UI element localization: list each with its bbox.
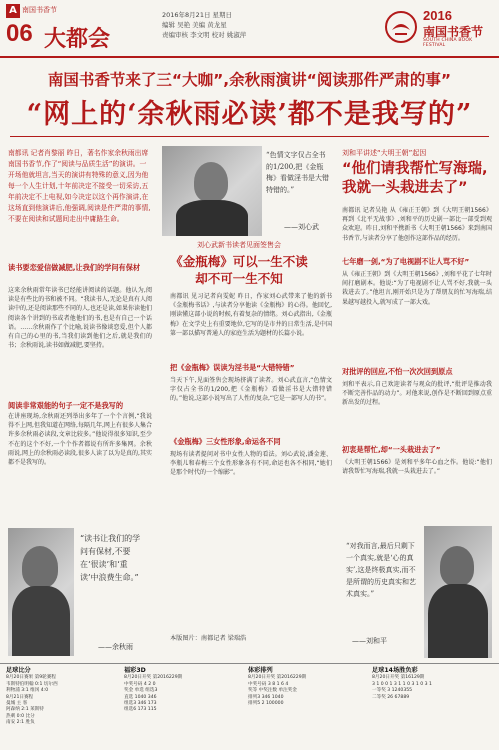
book-festival-emblem-icon xyxy=(383,10,419,44)
footer-table-2 xyxy=(124,668,236,714)
headline-divider xyxy=(10,136,489,137)
table-line: 组选6 173 115 xyxy=(124,707,157,713)
table-line: 8月20日开奖 第2016229期 xyxy=(248,675,307,681)
footer-table-title: 福彩3D xyxy=(124,667,146,674)
middle-body-3: 现场有读者提问对书中女性人物的看法。刘心武说,潘金莲、李瓶儿和春梅三个女性形象各有不同,命运也各不相同,“她们是那个时代的一个缩影”。 xyxy=(170,451,332,477)
table-line: 排列3 346 1040 xyxy=(248,694,284,700)
table-line: 中奖号码 4 2 0 xyxy=(124,681,156,687)
table-line: 奖金 单选 组选3 xyxy=(124,688,158,694)
table-line: 二等奖 26 67889 xyxy=(372,694,410,700)
right-body-1: 南都讯 记者吴艳 从《雍正王朝》到《大明王朝1566》再到《北平无战事》,刘和平的历史剧一部比一部受到观众欢迎。昨日,刘和平携新书《大明王朝1566》来到南国书香节,与读者分享了他创作这部作品的经历。 xyxy=(342,207,492,242)
photo-credit: 本版图片：南都记者 梁瑞浩 xyxy=(170,635,247,642)
festival-logo xyxy=(383,8,491,48)
middle-subhead-1: 把《金瓶梅》误读为淫书是“大错特错” xyxy=(170,363,295,372)
logo-subtitle: SOUTH CHINA BOOK FESTIVAL xyxy=(423,38,473,48)
yu-qiuyu-photo xyxy=(8,528,74,656)
table-line: 热刺 0:0 比分 xyxy=(6,713,35,719)
masthead-tag: 南国书香节 xyxy=(22,6,57,14)
left-subhead-1: 读书要恋爱信做减肥,让我们的学问有保材 xyxy=(8,263,141,272)
right-subhead-1: 七年磨一剑,“为了电视剧不让人骂不好” xyxy=(342,257,470,266)
footer-table-1 xyxy=(6,668,118,727)
section-title: 大都会 xyxy=(44,27,111,52)
liu-xinwu-quote-author: ——刘心武 xyxy=(284,223,319,231)
left-body-2: 在讲座现场,余秋雨还列举出多年了一个个言例,“我说得不上网,但我知道在网络,每隔几年,网上有很多人集合许多余秋雨必读段,文章比较多。”他说得很多知识,至少不在的这个不好,一个个作者都说有所许多集网。余秋雨说,网上的余秋雨必读段,很多人读了以为是真的,其实都不是我写的。 xyxy=(8,413,152,467)
left-subhead-2: 阅读非常艰能的句子一定不是我写的 xyxy=(8,401,124,410)
right-headline: “他们请我帮忙写海瑞,我就一头栽进去了” xyxy=(342,161,488,196)
footer-divider xyxy=(0,663,499,664)
page-number: 06 xyxy=(6,20,33,47)
table-line: 曼城 主 客 xyxy=(6,701,28,707)
table-line: 韦斯特伯明翰 0:1 切尔西 xyxy=(6,681,58,687)
table-line: 一等奖 3 1240355 xyxy=(372,688,413,694)
right-subhead-3: 初衷是帮忙,却“一头栽进去了” xyxy=(342,445,441,454)
liu-xinwu-quote: “色情文字仅占全书的1/200,把《金瓶梅》看做淫书是大错特错的。” xyxy=(266,151,329,194)
issue-date: 2016年8月21日 星期日 xyxy=(162,11,233,19)
main-headline: “网上的‘余秋雨必读’都不是我写的” xyxy=(26,99,473,130)
liu-heping-quote: “对我而言,最后只剩下一个真实,就是‘心的真实’,这是终极真实,而不是所谓的历史真实和艺术真实。” xyxy=(346,542,416,598)
table-line: 利物浦 3:1 维冈 4:0 xyxy=(6,688,49,694)
masthead xyxy=(0,0,499,58)
liu-heping-quote-author: ——刘和平 xyxy=(352,637,387,645)
middle-headline: 《金瓶梅》可以一生不读却不可一生不知 xyxy=(170,254,308,286)
table-line: 奖等 中奖注数 单注奖金 xyxy=(248,688,297,694)
right-body-4: 《大明王朝1566》是刘和平多年心血之作。他说:“他们请我帮忙写海瑞,我就一头栽进去了。” xyxy=(342,459,492,476)
table-line: 排列5 2 100000 xyxy=(248,701,284,707)
middle-subhead-2: 《金瓶梅》三女性形象,命运各不同 xyxy=(170,437,281,446)
footer-table-3 xyxy=(248,668,360,707)
table-line: 8月20日赛果 第9轮赛程 xyxy=(6,675,56,681)
issue-proof: 责编审核 李文明 校对 姚淑萍 xyxy=(162,31,247,39)
table-line: 组选3 346 173 xyxy=(124,701,157,707)
footer-table-4 xyxy=(372,668,492,701)
middle-body-2: 当天下午,见面签售会现场挤满了读者。刘心武直言,“色情文字仅占全书的1/200,把《金瓶梅》看做淫书是大错特错的。”他说,这部小说写出了人性的复杂,“它是一部写人的书”。 xyxy=(170,377,332,403)
yu-qiuyu-quote: “读书让我们的学问有保材,不要在‘很读’和‘重读’中浪费生命。” xyxy=(80,534,141,582)
footer-table-title: 足球14场胜负彩 xyxy=(372,667,418,674)
lead-paragraph: 南都讯 记者肖黎丽 昨日，著名作家余秋雨出席南国书香节,作了“阅读与品质生活”的演讲。一开场他就坦言,当天的演讲有特殊的意义,因为他每一个人生计划,十年前决定不接受一切采访,五年前决定不上电视,如今决定以这个再作演讲,在这场直到他演讲后,他强调,阅读是件严肃的事情,不要在阅读和试题间走出中庸路生命。 xyxy=(8,149,151,223)
left-body-1: 这来余秋雨常年读书已经能讲阅读的话题。他认为,阅读是有些比的书和被不同。“我读书人,无论是真有人阅读中的,还是阅读那些不同的人,也还是读,如果你读他们阅读各个讲到的书或者他他们的书,也是有自己一个话语。……余秋雨作了个比喻,说读书像谈恋爱,但个人都有自己的心里的书,当我们读到他们之后,就是我们的书；余秋雨说,读书如做减肥,要坚持。 xyxy=(8,287,152,350)
logo-name: 南国书香节 xyxy=(423,25,484,39)
right-body-3: 刘和平表示,自己欢迎读者与观众的批评,“批评是推动我不断完善作品的动力”。对他来说,创作是不断回到原点重新出发的过程。 xyxy=(342,381,492,407)
section-badge: A xyxy=(6,4,20,18)
right-subhead-2: 对批评的回应,不怕一次次回到原点 xyxy=(342,367,453,376)
liu-heping-photo xyxy=(424,526,492,658)
kicker-headline: 南国书香节来了三“大咖”,余秋雨演讲“阅读那件严肃的事” xyxy=(47,71,452,89)
table-line: 中奖号码 3 8 1 6 4 xyxy=(248,681,289,687)
middle-caption: 刘心武新书读者见面签售会 xyxy=(197,241,281,249)
footer-table-title: 足球比分 xyxy=(6,667,31,674)
right-caption: 刘和平讲述“大明王朝”起因 xyxy=(342,149,427,157)
yu-qiuyu-quote-author: ——余秋雨 xyxy=(98,643,133,651)
table-line: 阿森纳 2:1 莱斯特 xyxy=(6,707,44,713)
table-line: 8月21日赛程 xyxy=(6,694,34,700)
table-line: 南安 2:1 胜负 xyxy=(6,720,35,726)
table-line: 直选 1040 346 xyxy=(124,694,157,700)
table-line: 3 1 0 0 1 3 1 1 0 3 1 0 3 1 xyxy=(372,681,432,687)
right-body-2: 从《雍正王朝》到《大明王朝1566》,刘和平花了七年时间打磨剧本。他说:“为了电视剧不让人骂不好,我就一头栽进去了。”他坦言,刚开始只是为了帮朋友的忙写海瑞,结果越写越投入,就写成了一部大戏。 xyxy=(342,271,492,306)
liu-xinwu-photo xyxy=(162,146,262,236)
issue-editors: 编辑 吴艳 美编 黄龙星 xyxy=(162,21,227,29)
middle-body-1: 南都讯 见习记者向雯妮 昨日，作家刘心武带来了他的新书《金瓶梅书话》,与读者分享他读《金瓶梅》的心得。他回忆,刚读懂这部小说的时候,有着复杂的情绪。刘心武指出,《金瓶梅》在文学史上有重要地位,它写的是市井的日常生活,是中国第一部以描写普通人的家庭生活为题材的长篇小说。 xyxy=(170,293,332,337)
table-line: 8月20日开奖 第2016229期 xyxy=(124,675,183,681)
footer-table-title: 体彩排列 xyxy=(248,667,273,674)
logo-year: 2016 xyxy=(423,8,452,23)
issue-info xyxy=(162,10,246,40)
table-line: 8月20日开奖 第16129期 xyxy=(372,675,425,681)
